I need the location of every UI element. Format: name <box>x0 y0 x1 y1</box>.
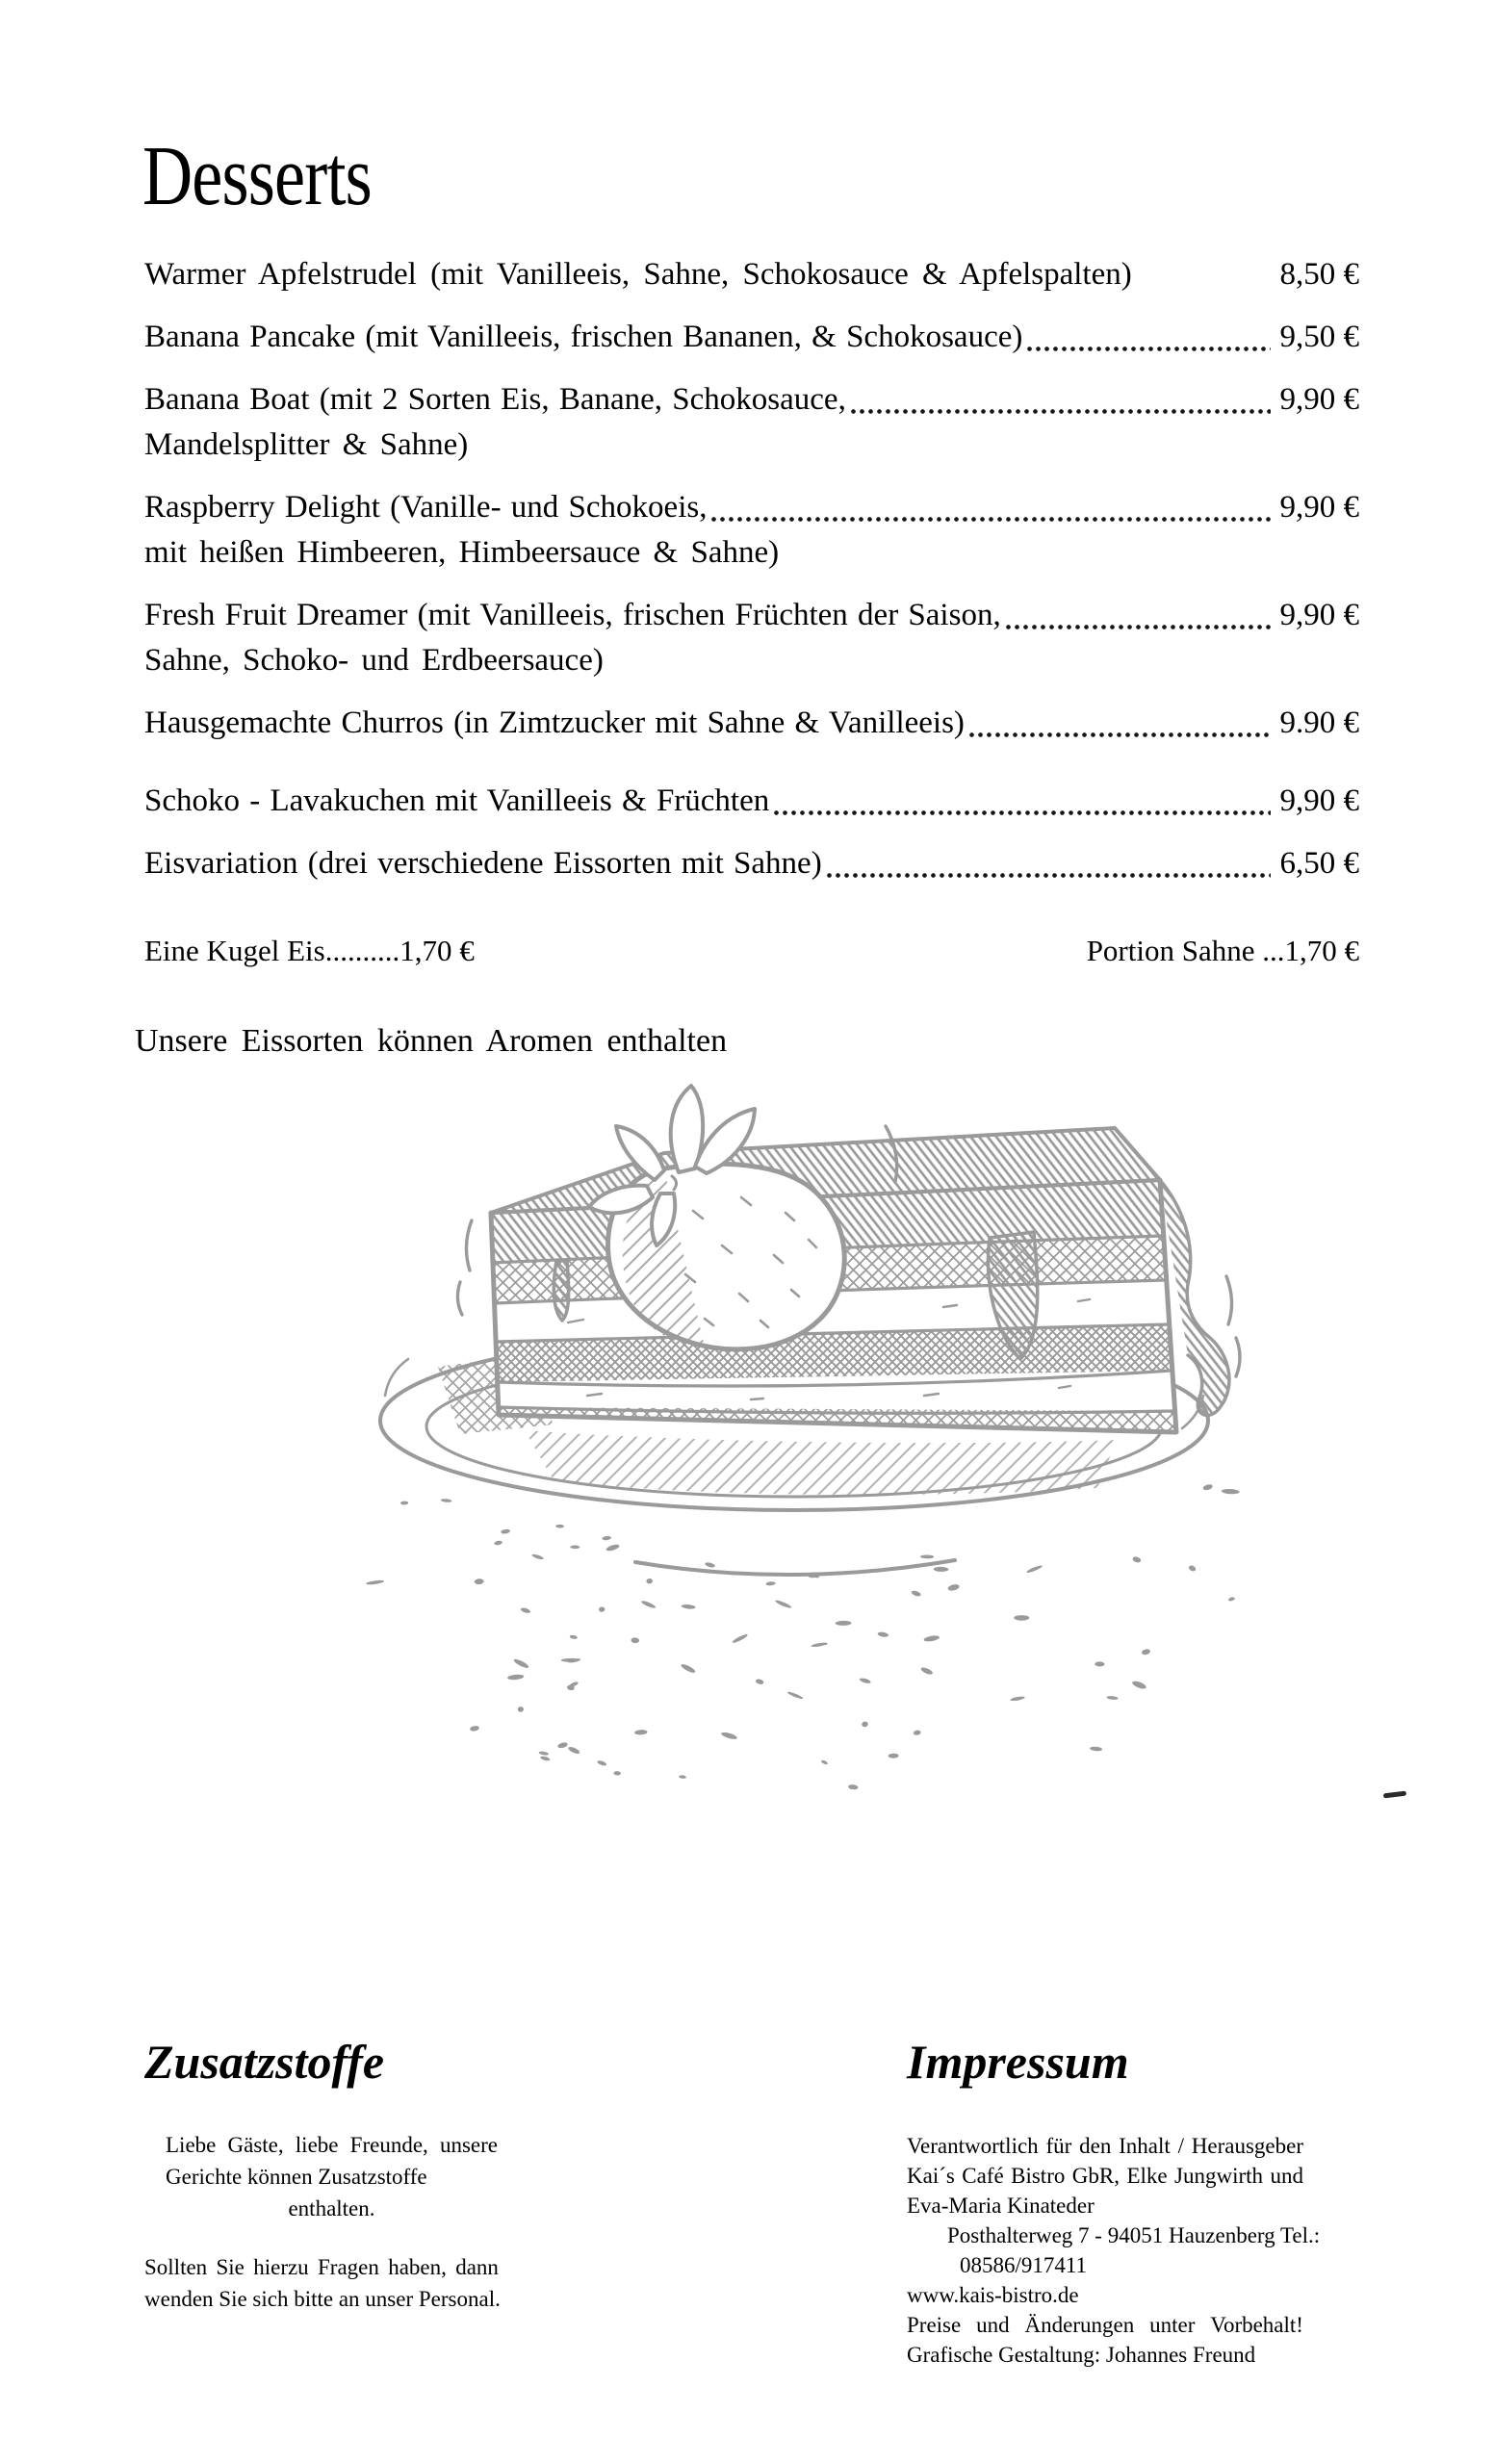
menu-item <box>144 779 1359 824</box>
impressum-line: www.kais-bistro.de <box>907 2283 1079 2307</box>
menu-item <box>144 377 1359 468</box>
dish-name: Hausgemachte Churros (in Zimtzucker mit Sahne & Vanilleeis) <box>144 706 965 740</box>
cream-dots: ... <box>1254 934 1285 967</box>
dish-price: 9,90 € <box>1279 382 1359 417</box>
dish-price: 6,50 € <box>1279 846 1359 881</box>
dish-price: 9,90 € <box>1279 490 1359 525</box>
zusatzstoffe-paragraph-1 <box>144 2129 498 2224</box>
scoop-price-row <box>144 930 1359 972</box>
scoop-price-left <box>144 930 475 972</box>
zusatzstoffe-heading: Zusatzstoffe <box>144 2035 385 2089</box>
menu-item <box>144 252 1359 297</box>
zusatzstoffe-line: Gerichte können Zusatzstoffe <box>166 2165 427 2189</box>
dish-price: 9.90 € <box>1279 706 1359 740</box>
dish-price: 9,90 € <box>1279 598 1359 632</box>
dotted-leader <box>1025 328 1270 360</box>
impressum-line: Posthalterweg 7 - 94051 Hauzenberg Tel.: <box>947 2223 1321 2247</box>
impressum-line: 08586/917411 <box>960 2253 1088 2277</box>
cream-label: Portion Sahne <box>1086 934 1255 967</box>
dish-continuation: Sahne, Schoko- und Erdbeersauce) <box>144 643 604 678</box>
zusatzstoffe-line: wenden Sie sich bitte an unser Personal. <box>144 2287 501 2311</box>
cream-price: 1,70 € <box>1284 934 1359 967</box>
dish-continuation: Mandelsplitter & Sahne) <box>144 427 469 462</box>
zusatzstoffe-line: Liebe Gäste, liebe Freunde, unsere <box>166 2133 498 2157</box>
ground-dots-sketch <box>366 1483 1240 1789</box>
dotted-leader <box>1004 606 1271 638</box>
aroma-note: Unsere Eissorten können Aromen enthalten <box>135 1023 728 1059</box>
zusatzstoffe-line: Sollten Sie hierzu Fragen haben, dann <box>144 2255 499 2279</box>
zusatzstoffe-paragraph-2 <box>144 2251 499 2315</box>
dish-name: Raspberry Delight (Vanille- und Schokoeis, <box>144 490 708 525</box>
scoop-label: Eine Kugel Eis <box>144 934 325 967</box>
dish-name: Warmer Apfelstrudel (mit Vanilleeis, Sahne, Schokosauce & Apfelspalten) <box>144 257 1132 292</box>
cake-slice-illustration <box>347 1076 1251 1808</box>
dish-price: 8,50 € <box>1279 257 1359 292</box>
cream-price-right <box>1087 930 1359 972</box>
dish-name: Schoko - Lavakuchen mit Vanilleeis & Früchten <box>144 783 770 818</box>
dotted-leader <box>825 855 1271 886</box>
zusatzstoffe-line: enthalten. <box>288 2196 375 2220</box>
dish-name: Banana Boat (mit 2 Sorten Eis, Banane, Schokosauce, <box>144 382 846 417</box>
zusatzstoffe-section <box>144 2033 515 2315</box>
menu-item <box>144 841 1359 886</box>
scoop-price: 1,70 € <box>399 934 475 967</box>
menu-item <box>144 315 1359 360</box>
menu-list <box>144 252 1359 886</box>
impressum-line: Verantwortlich für den Inhalt / Herausgeber <box>907 2134 1303 2158</box>
impressum-heading: Impressum <box>907 2035 1129 2089</box>
menu-item <box>144 485 1359 576</box>
dish-name: Banana Pancake (mit Vanilleeis, frischen Bananen, & Schokosauce) <box>144 320 1023 354</box>
impressum-line: Kai´s Café Bistro GbR, Elke Jungwirth und <box>907 2164 1303 2188</box>
menu-item <box>144 701 1359 746</box>
dish-name: Fresh Fruit Dreamer (mit Vanilleeis, frischen Früchten der Saison, <box>144 598 1001 632</box>
dotted-leader <box>1135 266 1271 297</box>
menu-item <box>144 593 1359 683</box>
dotted-leader <box>967 714 1271 746</box>
dish-name: Eisvariation (drei verschiedene Eissorten mit Sahne) <box>144 846 822 881</box>
impressum-line: Preise und Änderungen unter Vorbehalt! <box>907 2313 1303 2337</box>
dotted-leader <box>849 391 1271 423</box>
impressum-section <box>907 2033 1321 2370</box>
dish-price: 9,90 € <box>1279 783 1359 818</box>
page-title: Desserts <box>142 130 372 223</box>
stray-mark <box>1383 1791 1406 1799</box>
dish-price: 9,50 € <box>1279 320 1359 354</box>
scoop-dots: .......... <box>324 934 400 967</box>
dotted-leader <box>772 792 1270 824</box>
impressum-line: Grafische Gestaltung: Johannes Freund <box>907 2343 1256 2367</box>
dish-continuation: mit heißen Himbeeren, Himbeersauce & Sahne) <box>144 535 780 570</box>
impressum-line: Eva-Maria Kinateder <box>907 2194 1095 2218</box>
impressum-lines <box>907 2131 1321 2370</box>
dotted-leader <box>709 499 1270 530</box>
